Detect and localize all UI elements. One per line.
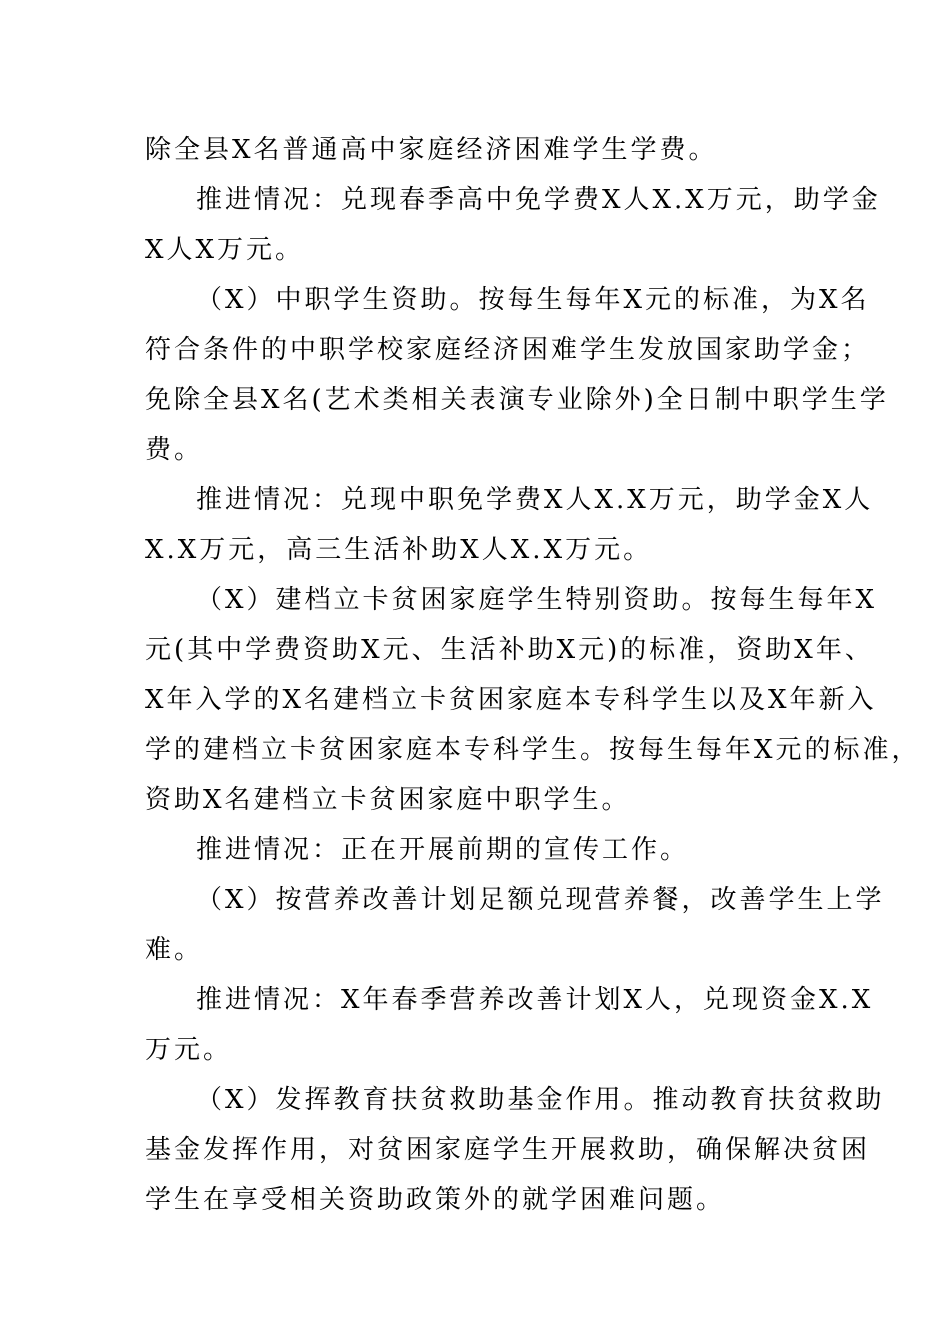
text-line: 推进情况：兑现春季高中免学费X人X.X万元，助学金 — [196, 185, 881, 215]
text-line: 学的建档立卡贫困家庭本专科学生。按每生每年X元的标准， — [145, 735, 921, 765]
text-line: 学生在享受相关资助政策外的就学困难问题。 — [145, 1185, 726, 1215]
text-line: 除全县X名普通高中家庭经济困难学生学费。 — [145, 135, 718, 165]
text-line: 推进情况：X年春季营养改善计划X人，兑现资金X.X — [196, 985, 874, 1015]
text-line: 推进情况：兑现中职免学费X人X.X万元，助学金X人 — [196, 485, 874, 515]
text-line: X.X万元，高三生活补助X人X.X万元。 — [145, 535, 653, 565]
text-line: （X）建档立卡贫困家庭学生特别资助。按每生每年X — [196, 585, 878, 615]
text-line: 资助X名建档立卡贫困家庭中职学生。 — [145, 785, 631, 815]
text-line: 难。 — [145, 935, 204, 965]
text-line: 万元。 — [145, 1035, 233, 1065]
text-line: X人X万元。 — [145, 235, 305, 265]
text-line: （X）中职学生资助。按每生每年X元的标准，为X名 — [196, 285, 870, 315]
text-line: X年入学的X名建档立卡贫困家庭本专科学生以及X年新入 — [145, 685, 877, 715]
text-line: （X）发挥教育扶贫救助基金作用。推动教育扶贫救助 — [196, 1085, 885, 1115]
text-line: 费。 — [145, 435, 204, 465]
text-line: （X）按营养改善计划足额兑现营养餐，改善学生上学 — [196, 885, 885, 915]
text-line: 元(其中学费资助X元、生活补助X元)的标准，资助X年、 — [145, 635, 874, 665]
text-line: 免除全县X名(艺术类相关表演专业除外)全日制中职学生学 — [145, 385, 889, 415]
text-line: 符合条件的中职学校家庭经济困难学生发放国家助学金； — [145, 335, 871, 365]
text-line: 推进情况：正在开展前期的宣传工作。 — [196, 835, 690, 865]
text-line: 基金发挥作用，对贫困家庭学生开展救助，确保解决贫困 — [145, 1135, 871, 1165]
